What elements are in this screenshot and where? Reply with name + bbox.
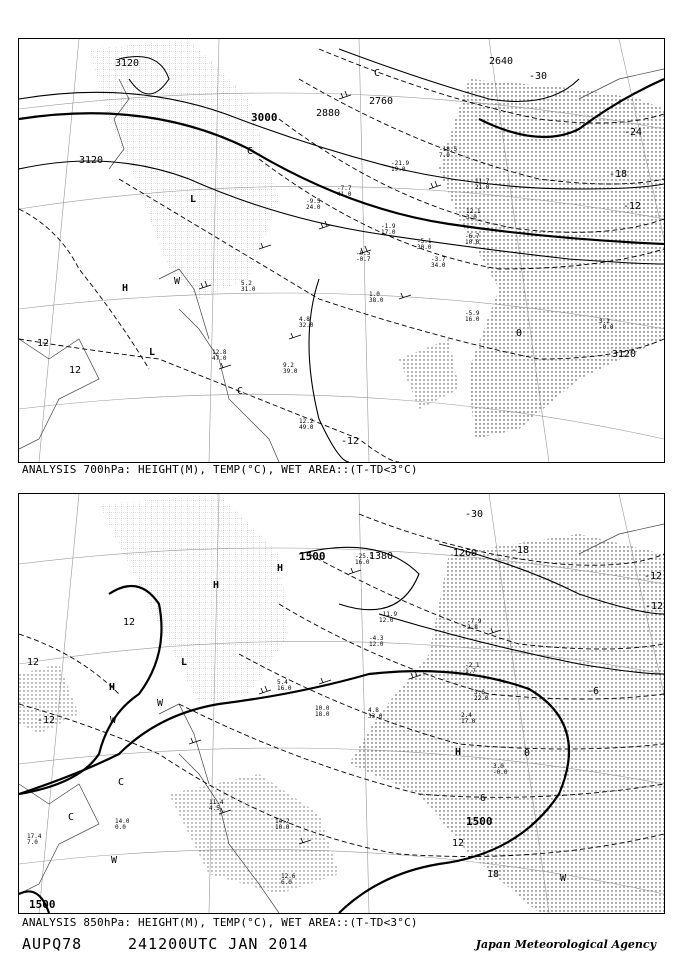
pressure-system-marker: H — [455, 747, 462, 758]
height-label: 2760 — [369, 96, 394, 107]
height-label: 1380 — [369, 551, 394, 562]
station-plot: 12.8 47.0 — [212, 349, 227, 362]
station-plot: 12.6 6.0 — [281, 873, 296, 886]
station-plot: 17.4 7.0 — [27, 833, 42, 846]
height-label: 2640 — [489, 56, 514, 67]
station-plot: 14.2 10.0 — [275, 818, 290, 831]
station-plot: -18.5 7.0 — [439, 146, 458, 159]
station-plot: -3.7 34.0 — [431, 256, 446, 269]
isotherm-label: 12 — [69, 365, 82, 376]
pressure-system-marker: C — [237, 386, 244, 397]
isotherm-label: 12 — [37, 338, 50, 349]
pressure-system-marker: W — [110, 715, 117, 726]
height-label: 1500 — [299, 550, 326, 563]
analysis-700hpa-map — [18, 38, 665, 463]
isotherm-label: -12 — [645, 601, 664, 612]
station-plot: 3.6 22.0 — [474, 689, 489, 702]
height-label: 1500 — [29, 898, 56, 911]
isotherm-label: -24 — [624, 127, 643, 138]
isotherm-label: 0 — [524, 748, 531, 759]
isotherm-label: -6 — [587, 686, 600, 697]
station-plot: 1.0 38.0 — [369, 291, 384, 304]
pressure-system-marker: H — [213, 580, 220, 591]
agency-name: Japan Meteorological Agency — [475, 938, 656, 951]
isotherm-label: 18 — [487, 869, 500, 880]
station-plot: 2.4 17.0 — [461, 712, 476, 725]
station-plot: -9.5 24.0 — [306, 198, 321, 211]
station-plot: -25.3 16.0 — [355, 553, 374, 566]
pressure-system-marker: W — [174, 276, 181, 287]
pressure-system-marker: W — [111, 855, 118, 866]
height-label: 2880 — [316, 108, 341, 119]
station-plot: 9.2 39.0 — [283, 362, 298, 375]
pressure-system-marker: C — [247, 146, 254, 157]
isotherm-label: -12 — [37, 715, 56, 726]
land-hatch-850 — [99, 494, 292, 704]
station-plot: 4.8 32.0 — [299, 316, 314, 329]
pressure-system-marker: L — [181, 657, 188, 668]
chart-code: AUPQ78 — [22, 935, 83, 953]
isotherm-label: 12 — [123, 617, 136, 628]
isotherm-label: -12 — [644, 571, 663, 582]
station-plot: 12.1 3.0 — [466, 208, 481, 221]
height-label: 1500 — [466, 815, 493, 828]
station-plot: 3.0 -0.0 — [493, 763, 508, 776]
station-plot: 11.4 4.5 — [209, 799, 224, 812]
pressure-system-marker: L — [149, 347, 156, 358]
station-plot: 14.0 0.0 — [115, 818, 130, 831]
isotherm-label: -30 — [465, 509, 484, 520]
height-label: 3120 — [612, 349, 637, 360]
pressure-system-marker: C — [374, 68, 381, 79]
pressure-system-marker: H — [277, 563, 284, 574]
height-label: 1260 — [453, 548, 478, 559]
height-label: 3000 — [251, 111, 278, 124]
station-plot: -0.5 -0.7 — [356, 250, 371, 263]
analysis-850hpa-map — [18, 493, 665, 914]
station-plot: -6.7 10.0 — [465, 233, 480, 246]
panel-700-caption: ANALYSIS 700hPa: HEIGHT(M), TEMP(°C), WET AREA::(T-TD<3°C) — [22, 463, 418, 476]
station-plot: -7.7 41.0 — [337, 185, 352, 198]
land-hatch-700 — [89, 39, 279, 299]
isotherm-label: 6 — [480, 793, 487, 804]
pressure-system-marker: H — [109, 682, 116, 693]
station-plot: -7.9 2.8 — [467, 618, 482, 631]
isotherm-label: 12 — [27, 657, 40, 668]
isotherm-label: -30 — [529, 71, 548, 82]
isotherm-label: -12 — [341, 436, 360, 447]
station-plot: 11.7 21.0 — [475, 178, 490, 191]
station-plot: 5.4 16.0 — [277, 679, 292, 692]
station-plot: -5.9 16.0 — [465, 310, 480, 323]
pressure-system-marker: W — [560, 873, 567, 884]
station-plot: 10.0 18.0 — [315, 705, 330, 718]
height-label: 3120 — [79, 155, 104, 166]
station-plot: -21.9 19.0 — [391, 160, 410, 173]
height-label: 3120 — [115, 58, 140, 69]
station-plot: -2.1 1.7 — [465, 662, 480, 675]
isotherm-label: -18 — [511, 545, 530, 556]
valid-time: 241200UTC JAN 2014 — [128, 935, 309, 953]
isotherm-label: -12 — [623, 201, 642, 212]
isotherm-label: -18 — [609, 169, 628, 180]
station-plot: -11.9 12.0 — [379, 611, 398, 624]
station-plot: 5.2 31.0 — [241, 280, 256, 293]
map-700-canvas — [19, 39, 664, 462]
map-850-canvas — [19, 494, 664, 913]
pressure-system-marker: C — [68, 812, 75, 823]
pressure-system-marker: C — [118, 777, 125, 788]
pressure-system-marker: H — [122, 283, 129, 294]
station-plot: 3.2 -0.0 — [599, 318, 614, 331]
station-plot: 4.8 33.0 — [368, 707, 383, 720]
pressure-system-marker: L — [190, 194, 197, 205]
isotherm-label: 0 — [516, 328, 523, 339]
station-plot: 12.2 49.0 — [299, 418, 314, 431]
pressure-system-marker: W — [157, 698, 164, 709]
station-plot: -5.1 30.0 — [417, 238, 432, 251]
station-plot: -4.3 12.0 — [369, 635, 384, 648]
isotherm-label: 12 — [452, 838, 465, 849]
station-plot: -1.9 17.0 — [381, 223, 396, 236]
panel-850-caption: ANALYSIS 850hPa: HEIGHT(M), TEMP(°C), WET AREA::(T-TD<3°C) — [22, 916, 418, 929]
